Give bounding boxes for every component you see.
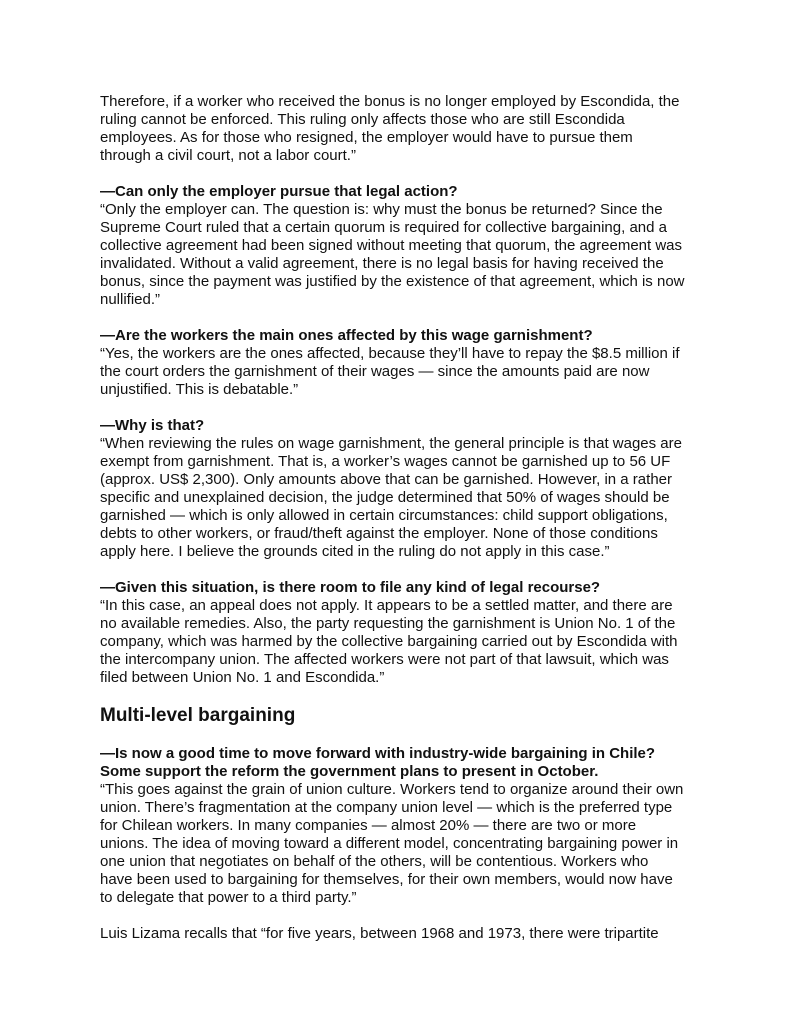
interview-answer	[100, 345, 720, 399]
text-line: —Is now a good time to move forward with industry-wide bargaining in Chile?	[100, 745, 656, 762]
text-line: specific and unexplained decision, the judge determined that 50% of wages should be	[100, 489, 670, 506]
text-line: “Only the employer can. The question is: why must the bonus be returned? Since the	[100, 201, 663, 218]
text-line: exempt from garnishment. That is, a worker’s wages cannot be garnished up to 56 UF	[100, 453, 671, 470]
interview-answer	[100, 597, 720, 687]
paragraph	[100, 925, 720, 943]
interview-question	[100, 417, 720, 435]
document-body	[100, 93, 720, 943]
text-line: “When reviewing the rules on wage garnishment, the general principle is that wages are	[100, 435, 682, 452]
interview-answer	[100, 201, 720, 309]
interview-question	[100, 745, 720, 781]
paragraph-spacer	[100, 561, 720, 579]
text-line: apply here. I believe the grounds cited in the ruling do not apply in this case.”	[100, 543, 610, 560]
paragraph-spacer	[100, 907, 720, 925]
interview-question	[100, 579, 720, 597]
interview-answer	[100, 435, 720, 561]
text-line: —Why is that?	[100, 417, 205, 434]
text-line: “In this case, an appeal does not apply. It appears to be a settled matter, and there are	[100, 597, 673, 614]
text-line: —Given this situation, is there room to file any kind of legal recourse?	[100, 579, 601, 596]
text-line: Luis Lizama recalls that “for five years, between 1968 and 1973, there were tripartite	[100, 925, 659, 942]
text-line: for Chilean workers. In many companies — almost 20% — there are two or more	[100, 817, 637, 834]
text-line: filed between Union No. 1 and Escondida.”	[100, 669, 385, 686]
text-line: have been used to bargaining for themselves, for their own members, would now have	[100, 871, 673, 888]
text-line: through a civil court, not a labor court.”	[100, 147, 356, 164]
paragraph-spacer	[100, 165, 720, 183]
paragraph-spacer	[100, 399, 720, 417]
text-line: union. There’s fragmentation at the company union level — which is the preferred type	[100, 799, 673, 816]
text-line: Therefore, if a worker who received the bonus is no longer employed by Escondida, the	[100, 93, 680, 110]
text-line: (approx. US$ 2,300). Only amounts above that can be garnished. However, in a rather	[100, 471, 672, 488]
interview-question	[100, 183, 720, 201]
text-line: Multi-level bargaining	[100, 705, 296, 726]
paragraph-spacer	[100, 309, 720, 327]
text-line: —Are the workers the main ones affected by this wage garnishment?	[100, 327, 593, 344]
interview-answer	[100, 781, 720, 907]
text-line: debts to other workers, or fraud/theft against the employer. None of those conditions	[100, 525, 658, 542]
text-line: —Can only the employer pursue that legal action?	[100, 183, 458, 200]
text-line: Supreme Court ruled that a certain quorum is required for collective bargaining, and a	[100, 219, 667, 236]
paragraph	[100, 93, 720, 165]
text-line: garnished — which is only allowed in certain circumstances: child support obligations,	[100, 507, 668, 524]
text-line: “This goes against the grain of union culture. Workers tend to organize around their own	[100, 781, 684, 798]
text-line: company, which was harmed by the collective bargaining carried out by Escondida with	[100, 633, 678, 650]
text-line: no available remedies. Also, the party requesting the garnishment is Union No. 1 of the	[100, 615, 676, 632]
text-line: unions. The idea of moving toward a different model, concentrating bargaining power in	[100, 835, 679, 852]
text-line: unjustified. This is debatable.”	[100, 381, 299, 398]
text-line: the court orders the garnishment of their wages — since the amounts paid are now	[100, 363, 650, 380]
text-line: one union that negotiates on behalf of the others, will be contentious. Workers who	[100, 853, 649, 870]
text-line: invalidated. Without a valid agreement, there is no legal basis for having received the	[100, 255, 664, 272]
text-line: the intercompany union. The affected workers were not part of that lawsuit, which was	[100, 651, 669, 668]
text-line: ruling cannot be enforced. This ruling only affects those who are still Escondida	[100, 111, 625, 128]
text-line: bonus, since the payment was justified by the existence of that agreement, which is now	[100, 273, 685, 290]
text-line: employees. As for those who resigned, the employer would have to pursue them	[100, 129, 633, 146]
text-line: Some support the reform the government plans to present in October.	[100, 763, 599, 780]
text-line: to delegate that power to a third party.”	[100, 889, 357, 906]
section-heading	[100, 704, 720, 728]
interview-question	[100, 327, 720, 345]
text-line: nullified.”	[100, 291, 161, 308]
text-line: collective agreement had been signed without meeting that quorum, the agreement was	[100, 237, 683, 254]
text-line: “Yes, the workers are the ones affected, because they’ll have to repay the $8.5 million if	[100, 345, 680, 362]
